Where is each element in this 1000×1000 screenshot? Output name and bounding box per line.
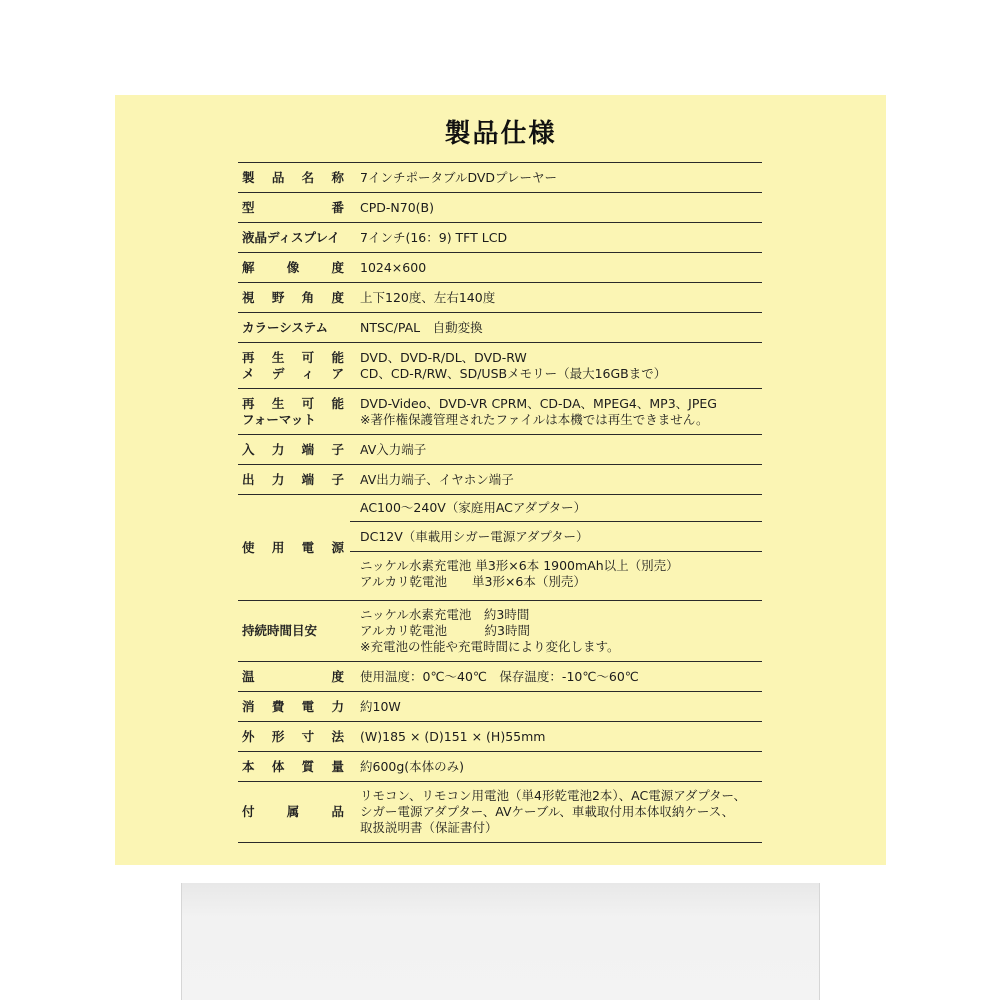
spec-label-line: 出 力 端 子: [242, 471, 344, 487]
spec-label-line: 解 像 度: [242, 259, 344, 275]
spec-value: [350, 662, 762, 691]
spec-value-line: ※充電池の性能や充電時間により変化します。: [360, 639, 620, 654]
spec-label: [238, 752, 350, 781]
spec-value-line: DC12V（車載用シガー電源アダプター）: [360, 528, 589, 544]
spec-label-line: 使 用 電 源: [242, 539, 344, 555]
spec-value-line: 約10W: [360, 698, 401, 714]
spec-row: [238, 223, 762, 253]
spec-value: [350, 692, 762, 721]
spec-value-line: 7インチポータブルDVDプレーヤー: [360, 169, 558, 185]
spec-value-line: 使用温度：0℃～40℃ 保存温度：-10℃～60℃: [360, 668, 639, 684]
spec-row: [238, 193, 762, 223]
spec-value-line: AV入力端子: [360, 441, 427, 457]
spec-value-line: DVD-Video、DVD-VR CPRM、CD-DA、MPEG4、MP3、JPEG: [360, 395, 717, 411]
spec-value: [350, 389, 762, 434]
spec-subrow: [350, 552, 762, 596]
spec-row: [238, 343, 762, 389]
spec-row: [238, 752, 762, 782]
spec-label: [238, 343, 350, 388]
spec-value-line: CD、CD-R/RW、SD/USBメモリー（最大16GBまで）: [360, 365, 667, 381]
spec-value-line: DVD、DVD-R/DL、DVD-RW: [360, 349, 527, 365]
spec-row: [238, 435, 762, 465]
spec-row: [238, 253, 762, 283]
spec-label-line: 消 費 電 力: [242, 698, 344, 714]
spec-label-line: フォーマット: [242, 411, 316, 427]
spec-value: [350, 782, 762, 842]
spec-value-line: ニッケル水素充電池 単3形×6本 1900mAh以上（別売）: [360, 558, 679, 573]
spec-label-line: 型 番: [242, 199, 344, 215]
spec-row: [238, 495, 762, 601]
spec-label-line: 持続時間目安: [242, 623, 318, 638]
spec-label: [238, 495, 350, 600]
spec-value-line: アルカリ乾電池 単3形×6本（別売）: [360, 574, 586, 589]
spec-value-line: ニッケル水素充電池 約3時間: [360, 607, 530, 622]
spec-label-line: 液晶ディスプレイ: [242, 229, 340, 245]
spec-label: [238, 722, 350, 751]
spec-table: [238, 162, 762, 843]
spec-value: [350, 193, 762, 222]
spec-label: [238, 193, 350, 222]
spec-row: [238, 465, 762, 495]
spec-value-line: 上下120度、左右140度: [360, 289, 496, 305]
spec-value: [350, 163, 762, 192]
spec-subrow: [350, 495, 762, 522]
spec-value-line: AV出力端子、イヤホン端子: [360, 471, 514, 487]
spec-value: [350, 722, 762, 751]
spec-label-line: 再 生 可 能: [242, 349, 344, 365]
spec-value-line: アルカリ乾電池 約3時間: [360, 623, 530, 638]
spec-row: [238, 389, 762, 435]
spec-row: [238, 601, 762, 662]
spec-value-line: 1024×600: [360, 259, 427, 275]
spec-value: [350, 435, 762, 464]
page-title: 製品仕様: [444, 119, 557, 149]
spec-label: [238, 163, 350, 192]
spec-value-line: 約600g(本体のみ): [360, 758, 465, 774]
spec-value-line: AC100～240V（家庭用ACアダプター）: [360, 500, 587, 515]
spec-label: [238, 283, 350, 312]
spec-label: [238, 601, 350, 661]
spec-row: [238, 163, 762, 193]
spec-label-line: 入 力 端 子: [242, 441, 344, 457]
spec-value: [350, 495, 762, 600]
spec-value: [350, 253, 762, 282]
spec-value-line: 7インチ(16：9) TFT LCD: [360, 229, 508, 245]
spec-value-line: シガー電源アダプター、AVケーブル、車載取付用本体収納ケース、: [360, 804, 735, 819]
spec-value: [350, 465, 762, 494]
spec-label-line: 外 形 寸 法: [242, 728, 344, 744]
bottom-white-box: [181, 883, 820, 1000]
spec-label-line: 製 品 名 称: [242, 169, 344, 185]
spec-label: [238, 223, 350, 252]
spec-value-line: ※著作権保護管理されたファイルは本機では再生できません。: [360, 411, 709, 427]
spec-value-line: CPD-N70(B): [360, 199, 434, 215]
spec-row: [238, 782, 762, 843]
spec-label-line: 付 属 品: [242, 804, 344, 819]
spec-label: [238, 253, 350, 282]
spec-row: [238, 692, 762, 722]
spec-label-line: 本 体 質 量: [242, 758, 344, 774]
spec-value-line: 取扱説明書（保証書付）: [360, 820, 498, 835]
spec-value-line: (W)185 × (D)151 × (H)55mm: [360, 728, 546, 744]
spec-label: [238, 465, 350, 494]
spec-row: [238, 283, 762, 313]
spec-row: [238, 662, 762, 692]
spec-label: [238, 662, 350, 691]
spec-label: [238, 435, 350, 464]
spec-subrow: [350, 522, 762, 552]
spec-label: [238, 389, 350, 434]
spec-value: [350, 283, 762, 312]
spec-value: [350, 601, 762, 661]
spec-value: [350, 223, 762, 252]
spec-label-line: 温 度: [242, 668, 344, 684]
spec-label-line: 再 生 可 能: [242, 395, 344, 411]
spec-label-line: 視 野 角 度: [242, 289, 344, 305]
spec-value: [350, 752, 762, 781]
spec-value-line: リモコン、リモコン用電池（単4形乾電池2本）、AC電源アダプター、: [360, 788, 746, 803]
spec-label: [238, 313, 350, 342]
spec-label: [238, 692, 350, 721]
spec-row: [238, 313, 762, 343]
spec-label: [238, 782, 350, 842]
spec-label-line: メ デ ィ ア: [242, 365, 344, 381]
spec-value: [350, 343, 762, 388]
spec-label-line: カラーシステム: [242, 319, 329, 335]
spec-value: [350, 313, 762, 342]
spec-value-line: NTSC/PAL 自動変換: [360, 319, 483, 335]
spec-panel: [115, 95, 886, 865]
spec-row: [238, 722, 762, 752]
